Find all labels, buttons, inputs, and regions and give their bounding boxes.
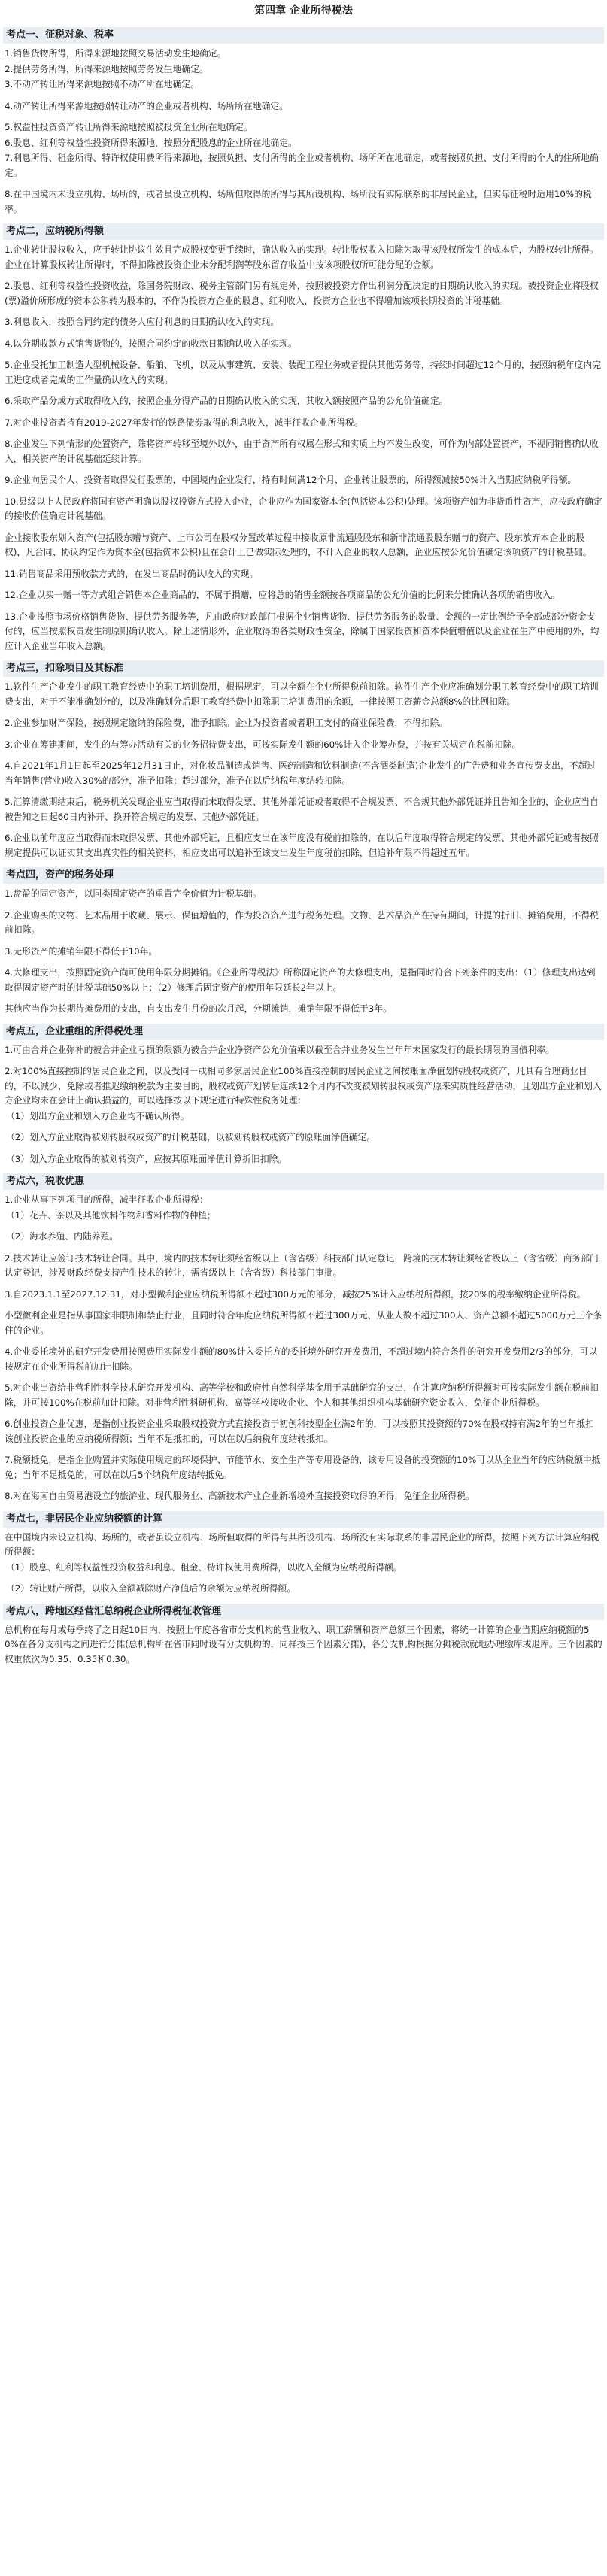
paragraph: 1.销售货物所得，所得来源地按照交易活动发生地确定。 (5, 48, 226, 59)
paragraph: 3.利息收入，按照合同约定的债务人应付利息的日期确认收入的实现。 (5, 317, 280, 327)
paragraph: 3.不动产转让所得来源地按照不动产所在地确定。 (5, 79, 199, 90)
paragraph: 2.技术转让应签订技术转让合同。其中，境内的技术转让须经省级以上（含省级）科技部门认定登记，跨境的技术转让须经省级以上（含省级）商务部门认定登记，涉及财政经费支持产生技术的转让，需省级以上（含省级）科技部门审批。 (5, 1252, 599, 1278)
paragraph: 1.盘盈的固定资产，以同类固定资产的重置完全价值为计税基础。 (5, 888, 262, 899)
paragraph: 4.动产转让所得来源地按照转让动产的企业或者机构、场所所在地确定。 (5, 100, 288, 111)
paragraph: （1）划出方企业和划入方企业均不确认所得。 (6, 1110, 190, 1121)
paragraph: 7.对企业投资者持有2019-2027年发行的铁路债券取得的利息收入，减半征收企业所得税。 (5, 417, 363, 428)
paragraph: 总机构在每月或每季终了之日起10日内，按照上年度各省市分支机构的营业收入、职工薪酬和资产总额三个因素，将统一计算的企业当期应纳税额的50%在各分支机构之间进行分摊(总机构所在省市同时设有分支机构的，同样按三个因素分摊)，各分支机构根据分摊税款就地办理缴库或退库。三个因素的权重依次为0.35、0.35和0.30。 (5, 1624, 602, 1664)
paragraph: 5.企业受托加工制造大型机械设备、船舶、飞机，以及从事建筑、安装、装配工程业务或者提供其他劳务等，持续时间超过12个月的，按照纳税年度内完工进度或者完成的工作量确认收入的实现。 (5, 360, 602, 385)
paragraph: 3.无形资产的摊销年限不得低于10年。 (5, 945, 158, 957)
paragraph: 2.提供劳务所得，所得来源地按照劳务发生地确定。 (5, 63, 208, 74)
page-title: 第四章 企业所得税法 (254, 5, 353, 17)
paragraph: 1.软件生产企业发生的职工教育经费中的职工培训费用，根据规定，可以全额在企业所得税前扣除。软件生产企业应准确划分职工教育经费中的职工培训费支出，对于不能准确划分的，以及准确划分后职工教育经费中扣除职工培训费用的余额，一律按照工资薪金总额8%的比例扣除。 (5, 681, 599, 707)
paragraph: 4.企业委托境外的研究开发费用按照费用实际发生额的80%计入委托方的委托境外研究开发费用，不超过境内符合条件的研究开发费用2/3的部分，可以按规定在企业所得税前加计扣除。 (5, 1346, 597, 1372)
paragraph: 3.自2023.1.1至2027.12.31，对小型微利企业应纳税所得额不超过300万元的部分，减按25%计入应纳税所得额，按20%的税率缴纳企业所得税。 (5, 1288, 586, 1300)
paragraph: 13.企业按照市场价格销售货物、提供劳务服务等，凡由政府财政部门根据企业销售货物、提供劳务服务的数量、金额的一定比例给予全部或部分资金支付的，应当按照权责发生制原则确认收入。除上述情形外，企业取得的各类财政性资金，除属于国家投资和资本保值增值以及企业在生产中使用的外，均应计入企业当年收入总额。 (5, 611, 599, 651)
section-heading: 考点三，扣除项目及其标准 (3, 660, 604, 677)
paragraph: 8.在中国境内未设立机构、场所的，或者虽设立机构、场所但取得的所得与其所设机构、场所没有实际联系的非居民企业，但实际征税时适用10%的税率。 (5, 189, 592, 214)
paragraph: 5.对企业出资给非营利性科学技术研究开发机构、高等学校和政府性自然科学基金用于基础研究的支出，在计算应纳税所得额时可按实际发生额在税前扣除，并可按100%在税前加计扣除。对非营利性科研机构、高等学校接收企业、个人和其他组织机构基础研究资金收入，免征企业所得税。 (5, 1382, 599, 1408)
paragraph: 11.销售商品采用预收款方式的，在发出商品时确认收入的实现。 (5, 568, 259, 579)
paragraph: 在中国境内未设立机构、场所的，或者虽设立机构、场所但取得的所得与其所设机构、场所没有实际联系的非居民企业的所得，按照下列方法计算应纳税所得额： (5, 1531, 599, 1557)
paragraph: 2.企业参加财产保险，按照规定缴纳的保险费，准予扣除。企业为投资者或者职工支付的商业保险费，不得扣除。 (5, 718, 448, 728)
paragraph: 6.创业投资企业优惠，是指创业投资企业采取股权投资方式直接投资于初创科技型企业满2年的，可以按照其投资额的70%在股权持有满2年的当年抵扣该创业投资企业的应纳税所得额；当年不足抵扣的，可以在以后纳税年度结转抵扣。 (5, 1418, 594, 1444)
paragraph: 7.税额抵免，是指企业购置并实际使用规定的环境保护、节能节水、安全生产等专用设备的，该专用设备的投资额的10%可以从企业当年的应纳税额中抵免；当年不足抵免的，可以在以后5个纳税年度结转抵免。 (5, 1455, 601, 1480)
paragraph: 1.可由合并企业弥补的被合并企业亏损的限额为被合并企业净资产公允价值乘以截至合并业务发生当年年末国家发行的最长期限的国债利率。 (5, 1044, 554, 1055)
paragraph: 2.股息、红利等权益性投资收益，除国务院财政、税务主管部门另有规定外，按照被投资方作出利润分配决定的日期确认收入的实现。被投资企业将股权(票)溢价所形成的资本公积转为股本的，不作为投资方企业的股息、红利收入，投资方企业也不得增加该项长期投资的计税基础。 (5, 281, 599, 306)
paragraph: 5.汇算清缴期结束后，税务机关发现企业应当取得而未取得发票、其他外部凭证或者取得不合规发票、不合规其他外部凭证并且告知企业的，企业应当自被告知之日起60日内补开、换开符合规定的发票、其他外部凭证。 (5, 796, 599, 822)
paragraph: 6.企业以前年度应当取得而未取得发票、其他外部凭证，且相应支出在该年度没有税前扣除的，在以后年度取得符合规定的发票、其他外部凭证或者按照规定提供可以证实其支出真实性的相关资料，相应支出可以追补至该支出发生年度税前扣除，但追补年限不得超过五年。 (5, 833, 599, 858)
section-heading: 考点二，应纳税所得额 (3, 223, 604, 240)
paragraph: 8.企业发生下列情形的处置资产，除将资产转移至境外以外，由于资产所有权属在形式和实质上均不发生改变，可作为内部处置资产，不视同销售确认收入，相关资产的计税基础延续计算。 (5, 438, 599, 464)
paragraph: 小型微利企业是指从事国家非限制和禁止行业，且同时符合年度应纳税所得额不超过300万元、从业人数不超过300人、资产总额不超过5000万元三个条件的企业。 (5, 1310, 602, 1336)
paragraph: （1）花卉、茶以及其他饮料作物和香料作物的种植； (6, 1209, 216, 1221)
paragraph: 5.权益性投资资产转让所得来源地按照被投资企业所在地确定。 (5, 122, 253, 132)
paragraph: 3.企业在筹建期间，发生的与筹办活动有关的业务招待费支出，可按实际发生额的60%计入企业筹办费，并按有关规定在税前扣除。 (5, 739, 521, 750)
paragraph: 4.以分期收款方式销售货物的，按照合同约定的收款日期确认收入的实现。 (5, 338, 297, 349)
paragraph: 2.对100%直接控制的居民企业之间，以及受同一或相同多家居民企业100%直接控制的居民企业之间按账面净值划转股权或资产，凡具有合理商业目的，不以减少、免除或者推迟缴纳税款为主要目的，股权或资产划转后连续12个月内不改变被划转股权或资产原来实质性经营活动，且划出方企业和划入方企业均未在会计上确认损益的，可以选择按以下规定进行特殊性税务处理： (5, 1066, 602, 1106)
paragraph: 企业接收股东划入资产(包括股东赠与资产、上市公司在股权分置改革过程中接收原非流通股股东和新非流通股股东赠与的资产、股东放弃本企业的股权)，凡合同、协议约定作为资本金(包括资本公积)且在会计上已做实际处理的，不计入企业的收入总额，企业应按公允价值确定该项资产的计税基础。 (5, 532, 592, 557)
sections-container (3, 27, 604, 1667)
paragraph: 1.企业转让股权收入，应于转让协议生效且完成股权变更手续时，确认收入的实现。转让股权收入扣除为取得该股权所发生的成本后，为股权转让所得。企业在计算股权转让所得时，不得扣除被投资企业未分配利润等股东留存收益中按该项股权所可能分配的金额。 (5, 244, 599, 270)
section-heading: 考点五，企业重组的所得税处理 (3, 1024, 604, 1040)
paragraph: （2）划入方企业取得被划转股权或资产的计税基础，以被划转股权或资产的原账面净值确定。 (6, 1132, 376, 1142)
paragraph: （2）转让财产所得，以收入全额减除财产净值后的余额为应纳税所得额。 (6, 1583, 296, 1594)
paragraph: 7.利息所得、租金所得、特许权使用费所得来源地，按照负担、支付所得的企业或者机构、场所所在地确定，或者按照负担、支付所得的个人的住所地确定。 (5, 153, 599, 178)
paragraph: 12.企业以买一赠一等方式组合销售本企业商品的，不属于捐赠，应将总的销售金额按各项商品的公允价值的比例来分摊确认各项的销售收入。 (5, 590, 560, 600)
section-heading: 考点一、征税对象、税率 (3, 27, 604, 44)
paragraph: 2.企业购买的文物、艺术品用于收藏、展示、保值增值的，作为投资资产进行税务处理。文物、艺术品资产在持有期间，计提的折旧、摊销费用，不得税前扣除。 (5, 909, 599, 935)
paragraph: 10.县级以上人民政府将国有资产明确以股权投资方式投入企业，企业应作为国家资本金(包括资本公积)处理。该项资产如为非货币性资产，应按政府确定的接收价值确定计税基础。 (5, 496, 602, 521)
paragraph: 6.采取产品分成方式取得收入的，按照企业分得产品的日期确认收入的实现，其收入额按照产品的公允价值确定。 (5, 396, 448, 406)
paragraph: 1.企业从事下列项目的所得，减半征收企业所得税： (5, 1194, 208, 1205)
paragraph: 8.对在海南自由贸易港设立的旅游业、现代服务业、高新技术产业企业新增境外直接投资取得的所得，免征企业所得税。 (5, 1491, 475, 1501)
paragraph: （3）划入方企业取得的被划转资产，应按其原账面净值计算折旧扣除。 (6, 1153, 287, 1164)
paragraph: （1）股息、红利等权益性投资收益和利息、租金、特许权使用费所得，以收入全额为应纳税所得额。 (6, 1561, 402, 1573)
paragraph: 4.大修理支出，按照固定资产尚可使用年限分期摊销。《企业所得税法》所称固定资产的大修理支出，是指同时符合下列条件的支出：（1）修理支出达到取得固定资产时的计税基础50%以上；（2）修理后固定资产的使用年限延长2年以上。 (5, 967, 596, 993)
paragraph: 其他应当作为长期待摊费用的支出，自支出发生月份的次月起，分期摊销，摊销年限不得低于3年。 (5, 1003, 392, 1014)
section-heading: 考点七，非居民企业应纳税额的计算 (3, 1511, 604, 1528)
paragraph: 6.股息、红利等权益性投资所得来源地，按照分配股息的企业所在地确定。 (5, 137, 297, 148)
section-heading: 考点六，税收优惠 (3, 1173, 604, 1190)
section-heading: 考点四，资产的税务处理 (3, 867, 604, 884)
paragraph: （2）海水养殖、内陆养殖。 (6, 1231, 119, 1242)
section-heading: 考点八，跨地区经营汇总纳税企业所得税征收管理 (3, 1604, 604, 1620)
paragraph: 4.自2021年1月1日起至2025年12月31日止，对化妆品制造或销售、医药制造和饮料制造(不含酒类制造)企业发生的广告费和业务宣传费支出，不超过当年销售(营业)收入30%的部分，准予扣除；超过部分，准予在以后纳税年度结转扣除。 (5, 760, 596, 786)
paragraph: 9.企业向居民个人、投资者取得发行股票的，中国境内企业发行，持有时间满12个月，企业转让股票的，所得额减按50%计入当期应纳税所得额。 (5, 475, 577, 485)
